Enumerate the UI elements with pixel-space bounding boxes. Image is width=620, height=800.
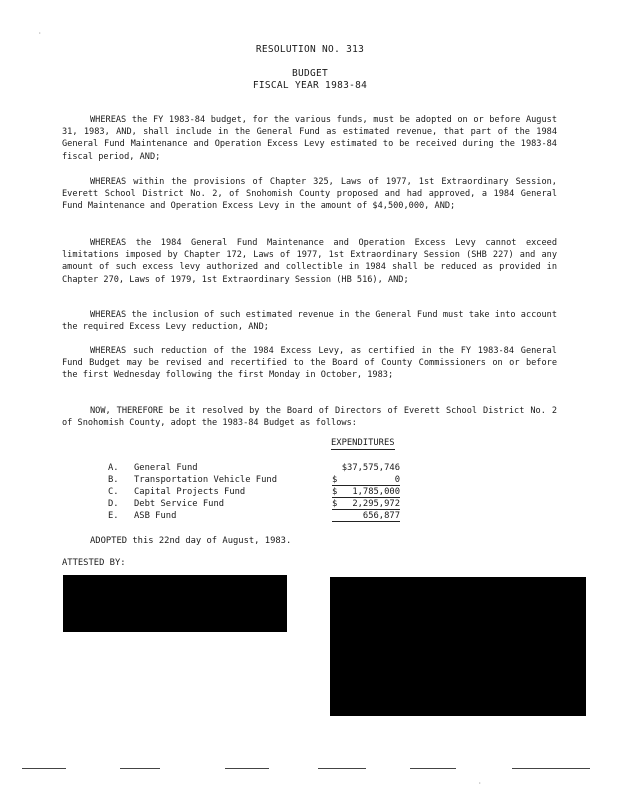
scan-mark: · — [478, 780, 482, 787]
dollar-sign: $ — [332, 475, 338, 485]
fund-name: Capital Projects Fund — [134, 487, 246, 497]
dollar-sign: $ — [332, 499, 338, 509]
fund-name: ASB Fund — [134, 511, 177, 521]
fund-letter: D. — [108, 499, 119, 509]
resolved-paragraph: NOW, THEREFORE be it resolved by the Board of Directors of Everett School District No. 2 of Snohomish County, adopt the 1983-84 Budget as follows: — [62, 406, 557, 429]
resolution-title: RESOLUTION NO. 313 — [255, 44, 365, 55]
signature-line — [410, 768, 456, 769]
fund-name: Debt Service Fund — [134, 499, 225, 509]
dollar-sign: $ — [332, 487, 338, 497]
fund-amount: 2,295,972 — [332, 499, 400, 510]
whereas-paragraph-3: WHEREAS the 1984 General Fund Maintenance and Operation Excess Levy cannot exceed limitations imposed by Chapter 172, Laws of 1977, 1st Extraordinary Session (SHB 227) and any amount of such excess levy authorized and collectible in 1984 shall be reduced as provided in Chapter 270, Laws of 1979, 1st Extraordinary Session (HB 516), AND; — [62, 238, 557, 285]
whereas-paragraph-5: WHEREAS such reduction of the 1984 Excess Levy, as certified in the FY 1983-84 General Fund Budget may be revised and recertified to the Board of County Commissioners on or before the first Wednesday following the first Monday in October, 1983; — [62, 346, 557, 381]
fund-amount: 0 — [332, 475, 400, 486]
fund-letter: E. — [108, 511, 119, 521]
fiscal-year-heading: FISCAL YEAR 1983-84 — [252, 80, 368, 91]
fund-amount: 1,785,000 — [332, 487, 400, 498]
fund-row — [108, 463, 408, 475]
fund-row — [108, 487, 408, 499]
redacted-block-right — [330, 577, 586, 716]
fund-row — [108, 511, 408, 523]
signature-line — [225, 768, 269, 769]
signature-line — [22, 768, 66, 769]
fund-letter: B. — [108, 475, 119, 485]
fund-letter: C. — [108, 487, 119, 497]
budget-heading: BUDGET — [291, 68, 329, 79]
fund-amount: $37,575,746 — [341, 463, 400, 473]
signature-line — [512, 768, 590, 769]
expenditures-header: EXPENDITURES — [331, 438, 395, 448]
whereas-paragraph-2: WHEREAS within the provisions of Chapter 325, Laws of 1977, 1st Extraordinary Session, Everett School District No. 2, of Snohomish County proposed and had approved, a 1984 General Fund Maintenance and Operation Excess Levy in the amount of $4,500,000, AND; — [62, 177, 557, 212]
fund-row — [108, 499, 408, 511]
signature-line — [318, 768, 366, 769]
scan-mark: · — [38, 30, 42, 37]
fund-name: Transportation Vehicle Fund — [134, 475, 277, 485]
attested-label: ATTESTED BY: — [62, 558, 126, 568]
redacted-block-left — [63, 575, 287, 632]
signature-line — [120, 768, 160, 769]
adopted-line: ADOPTED this 22nd day of August, 1983. — [90, 536, 292, 546]
fund-name: General Fund — [134, 463, 198, 473]
fund-letter: A. — [108, 463, 119, 473]
fund-amount: 656,877 — [332, 511, 400, 522]
whereas-paragraph-4: WHEREAS the inclusion of such estimated revenue in the General Fund must take into account the required Excess Levy reduction, AND; — [62, 310, 557, 333]
whereas-paragraph-1: WHEREAS the FY 1983-84 budget, for the various funds, must be adopted on or before August 31, 1983, AND, shall include in the General Fund as estimated revenue, that part of the 1984 General Fund Maintenance and Operation Excess Levy estimated to be received during the 1983-84 fiscal period, AND; — [62, 115, 557, 162]
fund-row — [108, 475, 408, 487]
